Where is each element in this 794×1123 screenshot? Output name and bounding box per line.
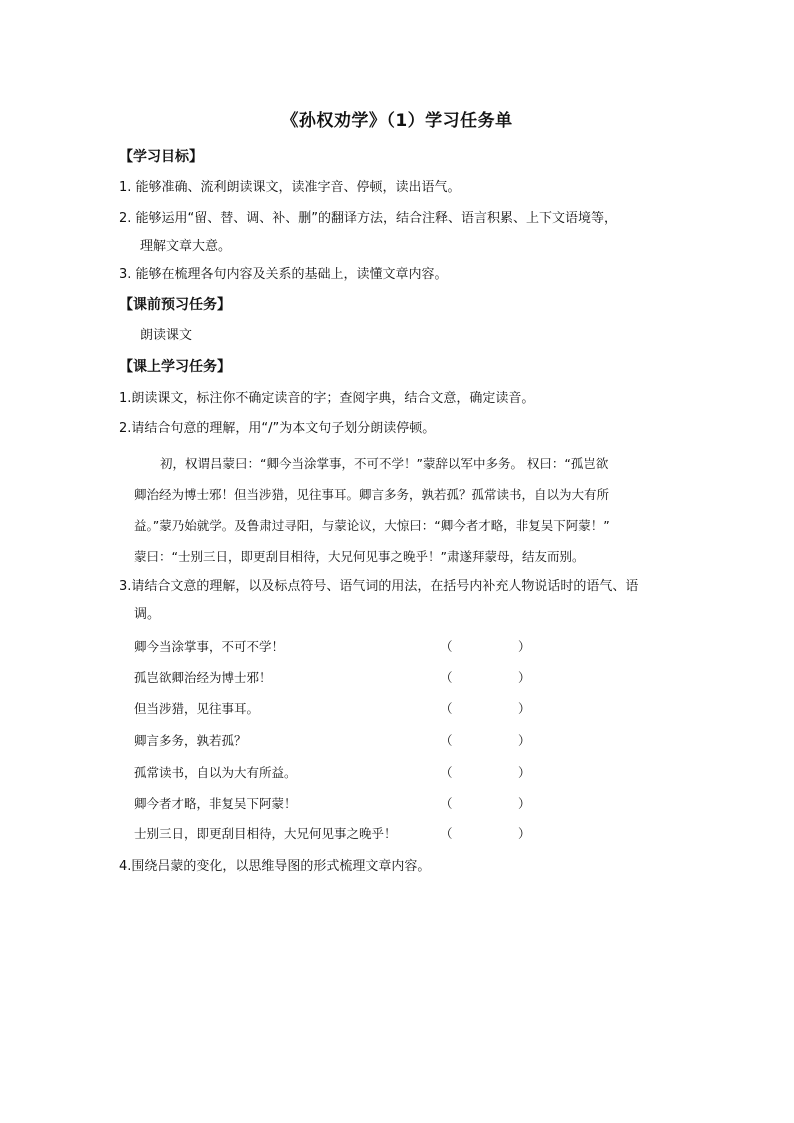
answer-paren-left: （: [440, 765, 453, 780]
answer-paren-right: ）: [518, 639, 531, 654]
answer-paren-right: ）: [518, 701, 531, 716]
section-heading-class: 【课上学习任务】: [119, 359, 231, 375]
passage-line: 初，权谓吕蒙曰：“卿今当涂掌事，不可不学！”蒙辞以军中多务。 权曰：“孤岂欲: [160, 456, 609, 471]
section-heading-preview: 【课前预习任务】: [119, 297, 231, 313]
page-title: 《孙权劝学》（1）学习任务单: [281, 111, 513, 131]
tone-answer-row: [134, 669, 534, 687]
tone-answer-row: [134, 638, 534, 656]
quoted-sentence: 士别三日，即更刮目相待，大兄何见事之晚乎！: [134, 826, 397, 841]
quoted-sentence: 卿言多务，孰若孤？: [134, 733, 247, 748]
passage-line: 益。”蒙乃始就学。及鲁肃过寻阳，与蒙论议，大惊曰：“卿今者才略，非复吴下阿蒙！”: [134, 518, 610, 533]
tone-answer-row: [134, 732, 534, 750]
answer-paren-left: （: [440, 826, 453, 841]
preview-task: 朗读课文: [140, 328, 193, 343]
answer-paren-left: （: [440, 733, 453, 748]
class-task-2: 2.请结合句意的理解，用“/”为本文句子划分朗读停顿。: [119, 421, 436, 436]
passage-line: 蒙曰：“士别三日，即更刮目相待，大兄何见事之晚乎！”肃遂拜蒙母，结友而别。: [134, 549, 585, 564]
answer-paren-right: ）: [518, 733, 531, 748]
tone-answer-row: [134, 700, 534, 718]
answer-paren-right: ）: [518, 826, 531, 841]
goal-item-2: 2. 能够运用“留、替、调、补、删”的翻译方法，结合注释、语言积累、上下文语境等，: [119, 211, 618, 226]
answer-paren-left: （: [440, 670, 453, 685]
answer-paren-left: （: [440, 796, 453, 811]
answer-paren-left: （: [440, 701, 453, 716]
quoted-sentence: 孤岂欲卿治经为博士邪！: [134, 670, 272, 685]
classical-text-passage: [134, 448, 674, 572]
quoted-sentence: 但当涉猎，见往事耳。: [134, 701, 260, 716]
class-task-3-continued: 调。: [134, 607, 161, 622]
goal-item-1: 1. 能够准确、流利朗读课文，读准字音、停顿，读出语气。: [119, 180, 461, 195]
quoted-sentence: 卿今当涂掌事，不可不学！: [134, 639, 285, 654]
goal-item-2-continued: 理解文章大意。: [140, 239, 232, 254]
tone-answer-row: [134, 764, 534, 782]
quoted-sentence: 卿今者才略，非复吴下阿蒙！: [134, 796, 297, 811]
tone-answer-row: [134, 795, 534, 813]
answer-paren-right: ）: [518, 670, 531, 685]
passage-line: 卿治经为博士邪！但当涉猎，见往事耳。卿言多务，孰若孤？孤常读书，自以为大有所: [134, 487, 610, 502]
quoted-sentence: 孤常读书，自以为大有所益。: [134, 765, 297, 780]
class-task-3: 3.请结合文意的理解，以及标点符号、语气词的用法，在括号内补充人物说话时的语气、语: [119, 579, 639, 594]
answer-paren-left: （: [440, 639, 453, 654]
answer-paren-right: ）: [518, 765, 531, 780]
section-heading-goals: 【学习目标】: [119, 149, 203, 165]
answer-paren-right: ）: [518, 796, 531, 811]
class-task-4: 4.围绕吕蒙的变化，以思维导图的形式梳理文章内容。: [119, 859, 431, 874]
tone-answer-row: [134, 825, 534, 843]
class-task-1: 1.朗读课文，标注你不确定读音的字；查阅字典，结合文意，确定读音。: [119, 391, 535, 406]
goal-item-3: 3. 能够在梳理各句内容及关系的基础上，读懂文章内容。: [119, 267, 448, 282]
